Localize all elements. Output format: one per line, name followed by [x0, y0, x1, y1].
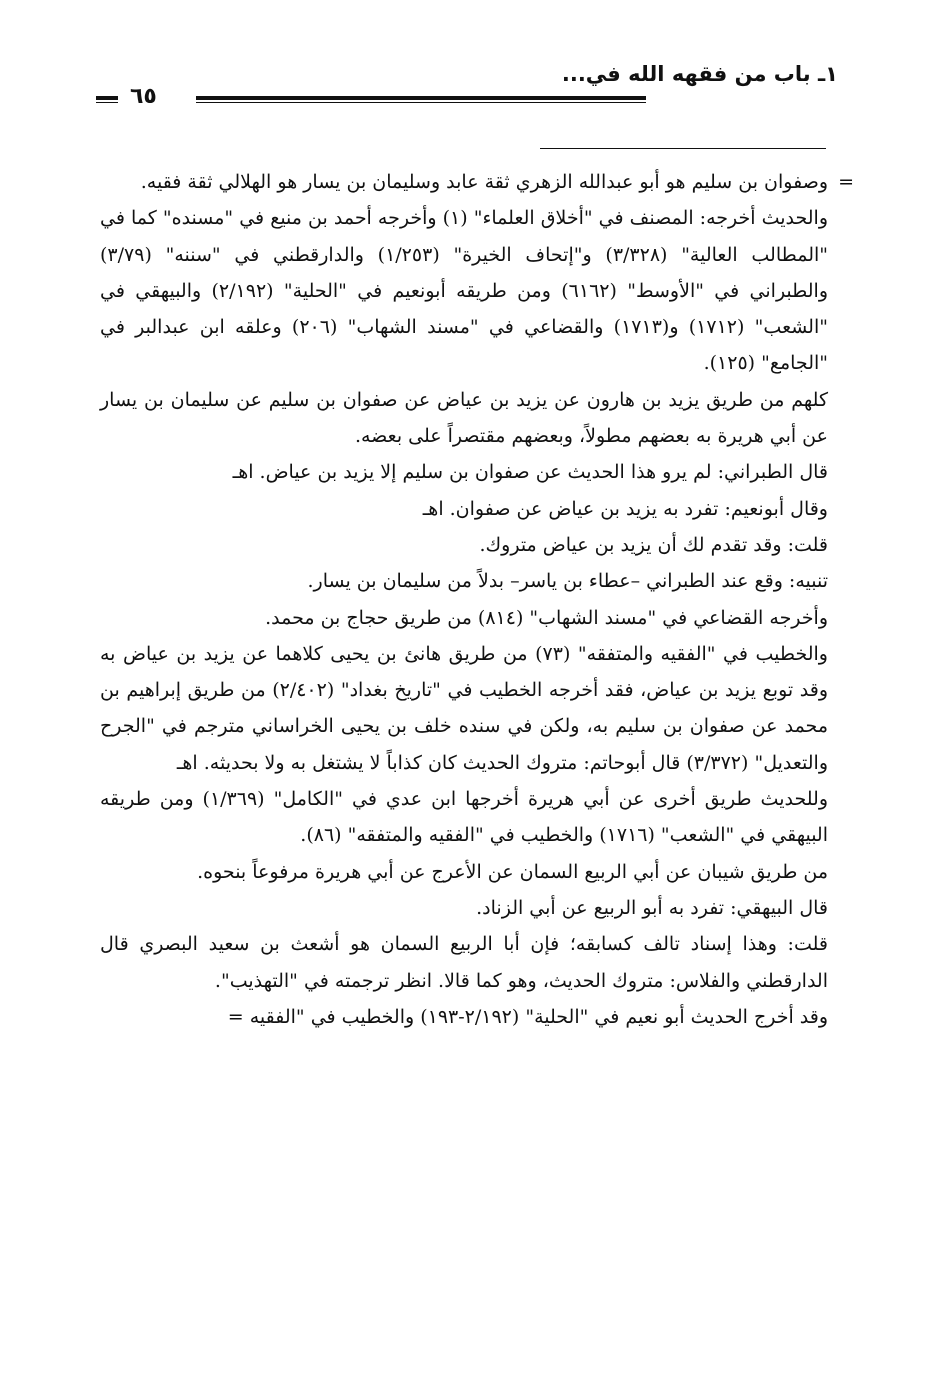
footnote-paragraph: وقال أبونعيم: تفرد به يزيد بن عياض عن صفوان. اهـ	[422, 497, 828, 520]
chapter-title: ١ـ باب من فقهه الله في...	[561, 62, 838, 86]
footnote-paragraph: قال البيهقي: تفرد به أبو الربيع عن أبي الزناد.	[476, 896, 828, 919]
footnote-paragraph: كلهم من طريق يزيد بن هارون عن يزيد بن عياض عن صفوان بن سليم عن سليمان بن يسار عن أبي هريرة به بعضهم مطولاً، وبعضهم مقتصراً على بعضه.	[100, 388, 828, 448]
footnote-paragraph: وللحديث طريق أخرى عن أبي هريرة أخرجها ابن عدي في "الكامل" (١/٣٦٩) ومن طريقه البيهقي في "الشعب" (١٧١٦) والخطيب في "الفقيه والمتفقه" (٨٦).	[100, 788, 828, 847]
footnote-paragraph: تنبيه: وقع عند الطبراني –عطاء بن ياسر– بدلاً من سليمان بن يسار.	[307, 570, 828, 593]
footnote-paragraph: قلت: وقد تقدم لك أن يزيد بن عياض متروك.	[479, 533, 828, 556]
footnote-paragraph: من طريق شيبان عن أبي الربيع السمان عن الأعرج عن أبي هريرة مرفوعاً بنحوه.	[197, 860, 828, 883]
page-number: ٦٥	[130, 84, 157, 109]
footnote-paragraph: والخطيب في "الفقيه والمتفقه" (٧٣) من طريق هانئ بن يحيى كلاهما عن يزيد بن عياض به وقد توبع يزيد بن عياض، فقد أخرجه الخطيب في "تاريخ بغداد" (٢/٤٠٢) من طريق إبراهيم بن محمد عن صفوان بن سليم به، ولكن في سنده خلف بن يحيى الخراساني مترجم في "الجرح والتعديل" (٣/٣٧٢) قال أبوحاتم: متروك الحديث كان كذاباً لا يشتغل به ولا بحديثه. اهـ	[100, 642, 828, 774]
header-rule-short	[96, 96, 118, 103]
header-rule	[196, 96, 646, 103]
footnote-paragraph: وأخرجه القضاعي في "مسند الشهاب" (٨١٤) من طريق حجاج بن محمد.	[265, 606, 828, 629]
footnote-paragraph: قال الطبراني: لم يرو هذا الحديث عن صفوان بن سليم إلا يزيد بن عياض. اهـ	[232, 461, 828, 484]
footnote-paragraph: وقد أخرج الحديث أبو نعيم في "الحلية" (٢/١٩٢-١٩٣) والخطيب في "الفقيه =	[227, 1005, 828, 1028]
footnote-separator	[540, 148, 826, 149]
footnote-paragraph: والحديث أخرجه: المصنف في "أخلاق العلماء" (١) وأخرجه أحمد بن منيع في "مسنده" كما في "المطالب العالية" (٣/٣٢٨) و"إتحاف الخيرة" (١/٢٥٣) والدارقطني في "سننه" (٣/٧٩) والطبراني في "الأوسط" (٦١٦٢) ومن طريقه أبونعيم في "الحلية" (٢/١٩٢) والبيهقي في "الشعب" (١٧١٢) و(١٧١٣) والقضاعي في "مسند الشهاب" (٢٠٦) وعلقه ابن عبدالبر في "الجامع" (١٢٥).	[100, 207, 829, 375]
footnote-paragraph: وصفوان بن سليم هو أبو عبدالله الزهري ثقة عابد وسليمان بن يسار هو الهلالي ثقة فقيه.	[140, 171, 828, 193]
footnote-body	[100, 164, 854, 1035]
continuation-mark: =	[838, 171, 854, 193]
running-header	[96, 62, 838, 110]
footnote-paragraph: قلت: وهذا إسناد تالف كسابقه؛ فإن أبا الربيع السمان هو أشعث بن سعيد البصري قال الدارقطني والفلاس: متروك الحديث، وهو كما قالا. انظر ترجمته في "التهذيب".	[100, 933, 828, 992]
